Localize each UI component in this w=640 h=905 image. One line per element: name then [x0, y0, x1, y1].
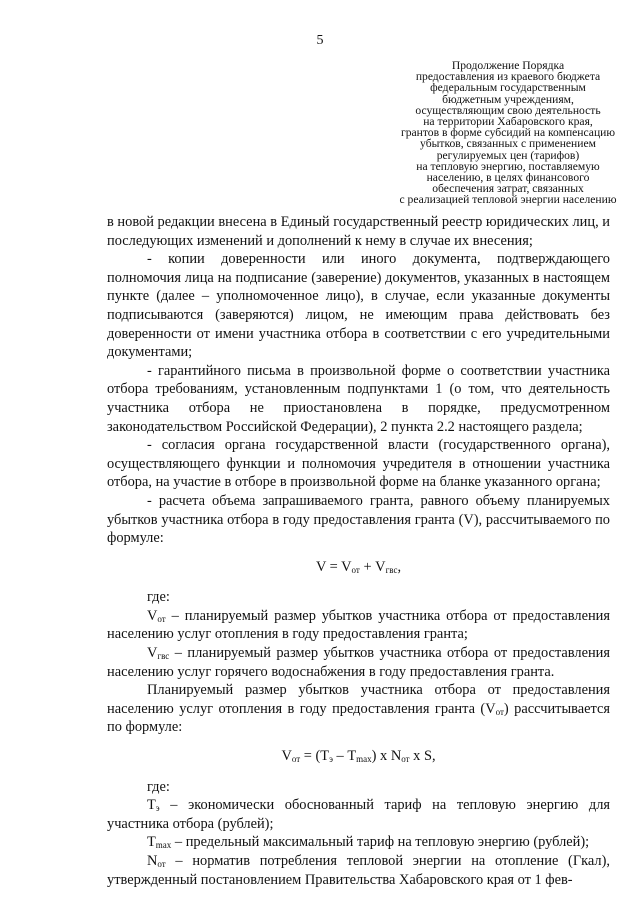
header-line: регулируемых цен (тарифов) [436, 148, 580, 162]
definition-v-ot [107, 607, 610, 644]
header-line: федеральным государственным [430, 81, 586, 95]
paragraph-text: Планируемый размер убытков участника отбора от предоставления населению услуг отопления в году предоставления гранта (V [107, 682, 610, 717]
definition-text: – планируемый размер убытков участника отбора от предоставления населению услуг отопления в году предоставления гранта; [107, 607, 610, 643]
formula-text: V [281, 748, 292, 765]
definition-t-max [107, 833, 610, 852]
definition-text: – планируемый размер убытков участника отбора от предоставления населению услуг горячего водоснабжения в году предоставления гранта. [107, 645, 610, 680]
document-header [392, 60, 624, 206]
symbol-subscript: от [495, 706, 504, 717]
header-line: Продолжение Порядка [451, 59, 565, 72]
formula-text: = (T [300, 748, 330, 765]
symbol-subscript: гвс [157, 651, 170, 662]
paragraph-text: ) рассчитывается по формуле: [107, 700, 610, 736]
paragraph-guarantee-letter: - гарантийного письма в произвольной форме о соответствии участника отбора требованиям, установленным подпунктами 1 (о том, что деятельность участника отбора не приостановлена в порядке, предусмотренном законодательством Российской Федерации), 2 пункта 2.2 настоящего раздела; [107, 362, 610, 435]
formula-text: ) x N [371, 748, 402, 765]
formula-v-total [107, 558, 610, 577]
header-line: осуществляющим свою деятельность [415, 103, 601, 117]
symbol: V [147, 607, 158, 624]
definition-n-ot [107, 852, 610, 889]
header-line: бюджетным учреждениям, [442, 92, 574, 106]
formula-subscript: от [291, 754, 301, 765]
paragraph-grant-calculation: - расчета объема запрашиваемого гранта, равного объему планируемых убытков участника отбора в году предоставления гранта (V), рассчитываемого по формуле: [107, 492, 610, 547]
symbol: N [147, 853, 158, 869]
header-line: населению, в целях финансового [426, 171, 590, 185]
header-line: на тепловую энергию, поставляемую [416, 159, 600, 173]
symbol-subscript: от [157, 613, 166, 624]
header-line: предоставления из краевого бюджета [415, 70, 601, 84]
definition-text: – предельный максимальный тариф на тепловую энергию (рублей); [171, 834, 590, 851]
header-line: грантов в форме субсидий на компенсацию [400, 126, 616, 140]
formula-text: V = V [315, 558, 352, 575]
symbol: T [147, 797, 156, 814]
symbol-subscript: max [155, 840, 172, 851]
formula-text: – T [332, 748, 357, 765]
formula-text: , [397, 558, 402, 575]
formula-subscript: от [351, 564, 360, 575]
paragraph: в новой редакции внесена в Единый государственный реестр юридических лиц, и последующих изменений и дополнений к нему в случае их внесения; [107, 214, 610, 249]
formula-subscript: э [329, 754, 333, 765]
paragraph-power-of-attorney: - копии доверенности или иного документа, подтверждающего полномочия лица на подписание (заверение) документов, указанных в настоящем пункте (далее – уполномоченное лицо), в случае, если указанные документы подписываются (заверяются) лицом, не имеющим права действовать без доверенности от имени участника отбора в соответствии с его учредительными документами; [107, 251, 610, 361]
definition-text: – норматив потребления тепловой энергии на отопление (Гкал), утвержденный постановлением Правительства Хабаровского края от 1 фев- [107, 853, 610, 888]
paragraph-heating-losses [107, 681, 610, 737]
header-line: с реализацией тепловой энергии населению [399, 193, 617, 207]
definition-v-gvs [107, 644, 610, 681]
definition-t-e [107, 796, 610, 833]
symbol: T [147, 834, 156, 851]
where-label: где: [147, 778, 170, 795]
header-line: на территории Хабаровского края, [423, 115, 593, 129]
where-label: где: [147, 589, 170, 606]
symbol-subscript: от [157, 859, 166, 869]
page-number: 5 [316, 33, 324, 48]
header-line: убытков, связанных с применением [420, 137, 596, 151]
symbol: V [147, 645, 158, 662]
formula-subscript: гвс [385, 564, 398, 575]
formula-text: + V [359, 558, 386, 575]
formula-subscript: от [401, 754, 410, 765]
definition-text: – экономически обоснованный тариф на тепловую энергию для участника отбора (рублей); [107, 797, 610, 832]
header-line: обеспечения затрат, связанных [432, 182, 584, 196]
formula-subscript: max [356, 754, 372, 765]
formula-v-ot [107, 747, 610, 766]
formula-text: x S, [409, 748, 436, 765]
paragraph-consent: - согласия органа государственной власти (государственного органа), осуществляющего функции и полномочия учредителя в отношении участника отбора, на участие в отборе в произвольной форме на бланке указанного органа; [107, 437, 610, 491]
document-body [107, 213, 610, 889]
symbol-subscript: э [155, 803, 160, 814]
